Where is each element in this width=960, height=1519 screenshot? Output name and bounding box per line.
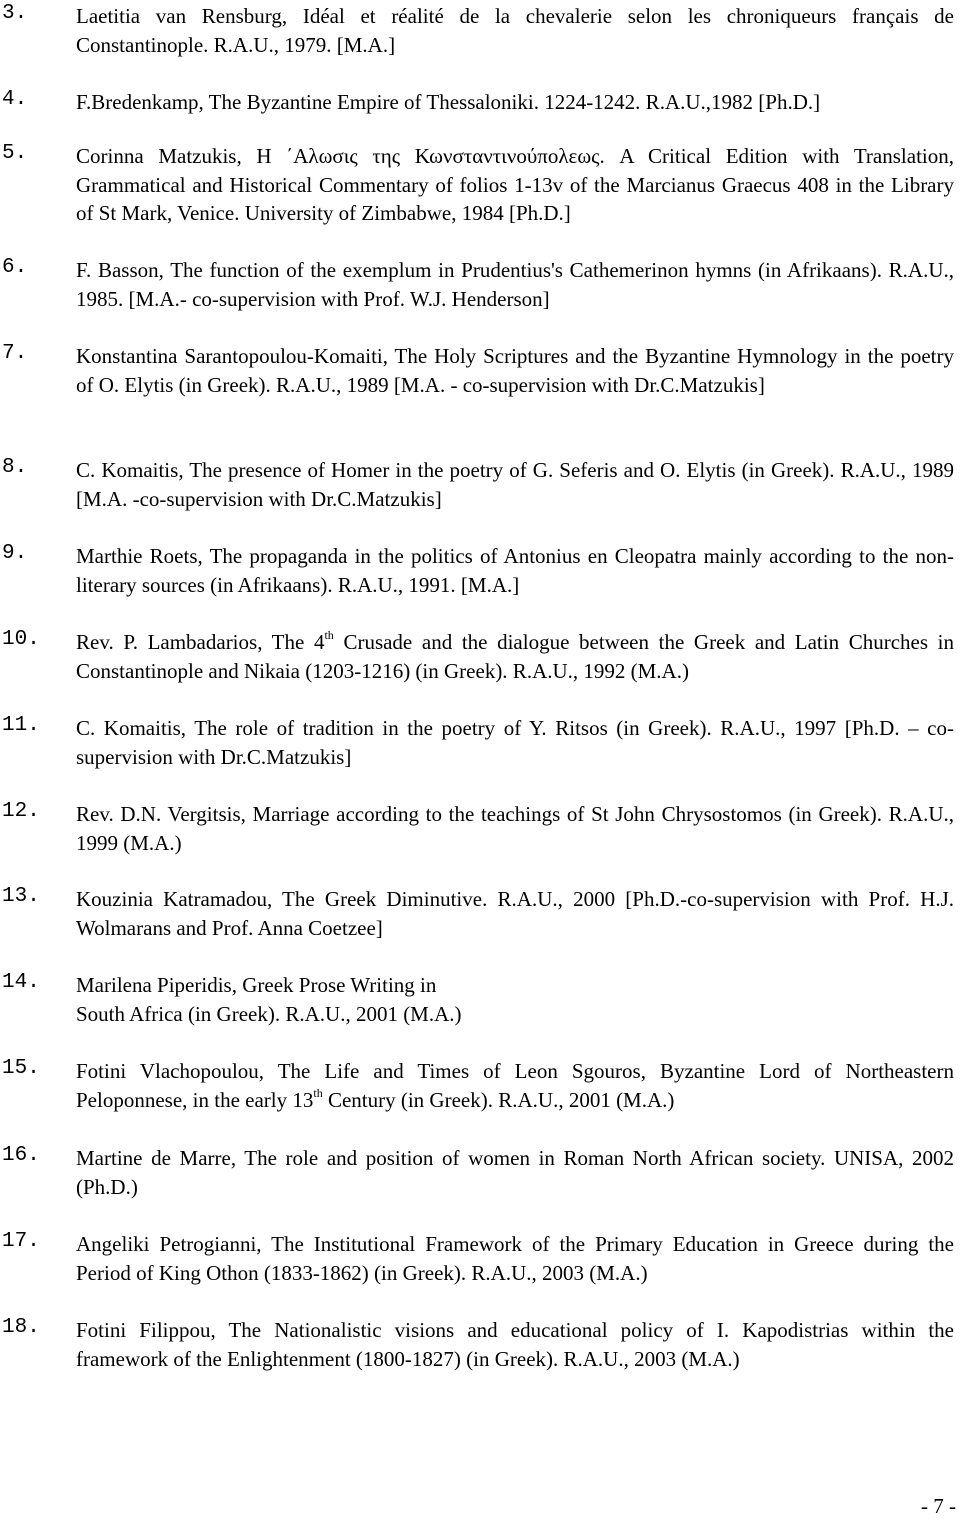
item-number: 11. <box>2 714 40 737</box>
item-text: C. Komaitis, The role of tradition in the poetry of Y. Ritsos (in Greek). R.A.U., 1997 [Ph.D. – co-supervision with Dr.C.Matzukis] <box>76 716 954 769</box>
item-text: Marilena Piperidis, Greek Prose Writing in South Africa (in Greek). R.A.U., 2001 (M.A.) <box>76 973 462 1026</box>
item-number: 8. <box>2 456 28 479</box>
item-text: Rev. P. Lambadarios, The 4th Crusade and the dialogue between the Greek and Latin Churches in Constantinople and Nikaia (1203-1216) (in Greek). R.A.U., 1992 (M.A.) <box>76 628 954 683</box>
item-text: C. Komaitis, The presence of Homer in the poetry of G. Seferis and O. Elytis (in Greek). R.A.U., 1989 [M.A. -co-supervision with Dr.C.Matzukis] <box>76 458 954 511</box>
item-text: Fotini Filippou, The Nationalistic visions and educational policy of I. Kapodistrias within the framework of the Enlightenment (1800-1827) (in Greek). R.A.U., 2003 (M.A.) <box>76 1318 954 1371</box>
page-number: - 7 - <box>921 1494 956 1518</box>
item-text: Corinna Matzukis, Η ΄Αλωσις της Κωνσταντινούπολεως. A Critical Edition with Translation, Grammatical and Historical Commentary of folios 1-13v of the Marcianus Graecus 408 in the Library of St Mark, Venice. University of Zimbabwe, 1984 [Ph.D.] <box>76 144 954 225</box>
item-number: 17. <box>2 1230 40 1253</box>
item-text: Laetitia van Rensburg, Idéal et réalité de la chevalerie selon les chroniqueurs français de Constantinople. R.A.U., 1979. [M.A.] <box>76 4 954 57</box>
item-text: Fotini Vlachopoulou, The Life and Times of Leon Sgouros, Byzantine Lord of Northeastern Peloponnese, in the early 13th Century (in Greek). R.A.U., 2001 (M.A.) <box>76 1059 954 1112</box>
item-number: 9. <box>2 542 28 565</box>
item-number: 6. <box>2 256 28 279</box>
item-text: F. Basson, The function of the exemplum in Prudentius's Cathemerinon hymns (in Afrikaans). R.A.U., 1985. [M.A.- co-supervision with Prof. W.J. Henderson] <box>76 258 954 311</box>
item-number: 5. <box>2 142 28 165</box>
item-text: Kouzinia Katramadou, The Greek Diminutive. R.A.U., 2000 [Ph.D.-co-supervision with Prof. H.J. Wolmarans and Prof. Anna Coetzee] <box>76 887 954 940</box>
item-number: 3. <box>2 2 28 25</box>
item-number: 16. <box>2 1144 40 1167</box>
ordinal-superscript: th <box>324 628 334 642</box>
item-text: Marthie Roets, The propaganda in the politics of Antonius en Cleopatra mainly according to the non-literary sources (in Afrikaans). R.A.U., 1991. [M.A.] <box>76 544 954 597</box>
item-number: 14. <box>2 971 40 994</box>
item-text: Rev. D.N. Vergitsis, Marriage according to the teachings of St John Chrysostomos (in Greek). R.A.U., 1999 (M.A.) <box>76 802 954 855</box>
item-number: 12. <box>2 800 40 823</box>
item-text: Konstantina Sarantopoulou-Komaiti, The Holy Scriptures and the Byzantine Hymnology in the poetry of O. Elytis (in Greek). R.A.U., 1989 [M.A. - co-supervision with Dr.C.Matzukis] <box>76 344 954 397</box>
item-number: 7. <box>2 342 28 365</box>
item-number: 13. <box>2 885 40 908</box>
item-number: 10. <box>2 628 40 651</box>
item-number: 18. <box>2 1316 40 1339</box>
item-text: Angeliki Petrogianni, The Institutional Framework of the Primary Education in Greece during the Period of King Othon (1833-1862) (in Greek). R.A.U., 2003 (M.A.) <box>76 1232 954 1285</box>
item-number: 4. <box>2 88 28 111</box>
item-text: Martine de Marre, The role and position of women in Roman North African society. UNISA, 2002 (Ph.D.) <box>76 1146 954 1199</box>
item-text: F.Bredenkamp, The Byzantine Empire of Thessaloniki. 1224-1242. R.A.U.,1982 [Ph.D.] <box>76 90 821 114</box>
item-number: 15. <box>2 1057 40 1080</box>
ordinal-superscript: th <box>313 1085 323 1100</box>
